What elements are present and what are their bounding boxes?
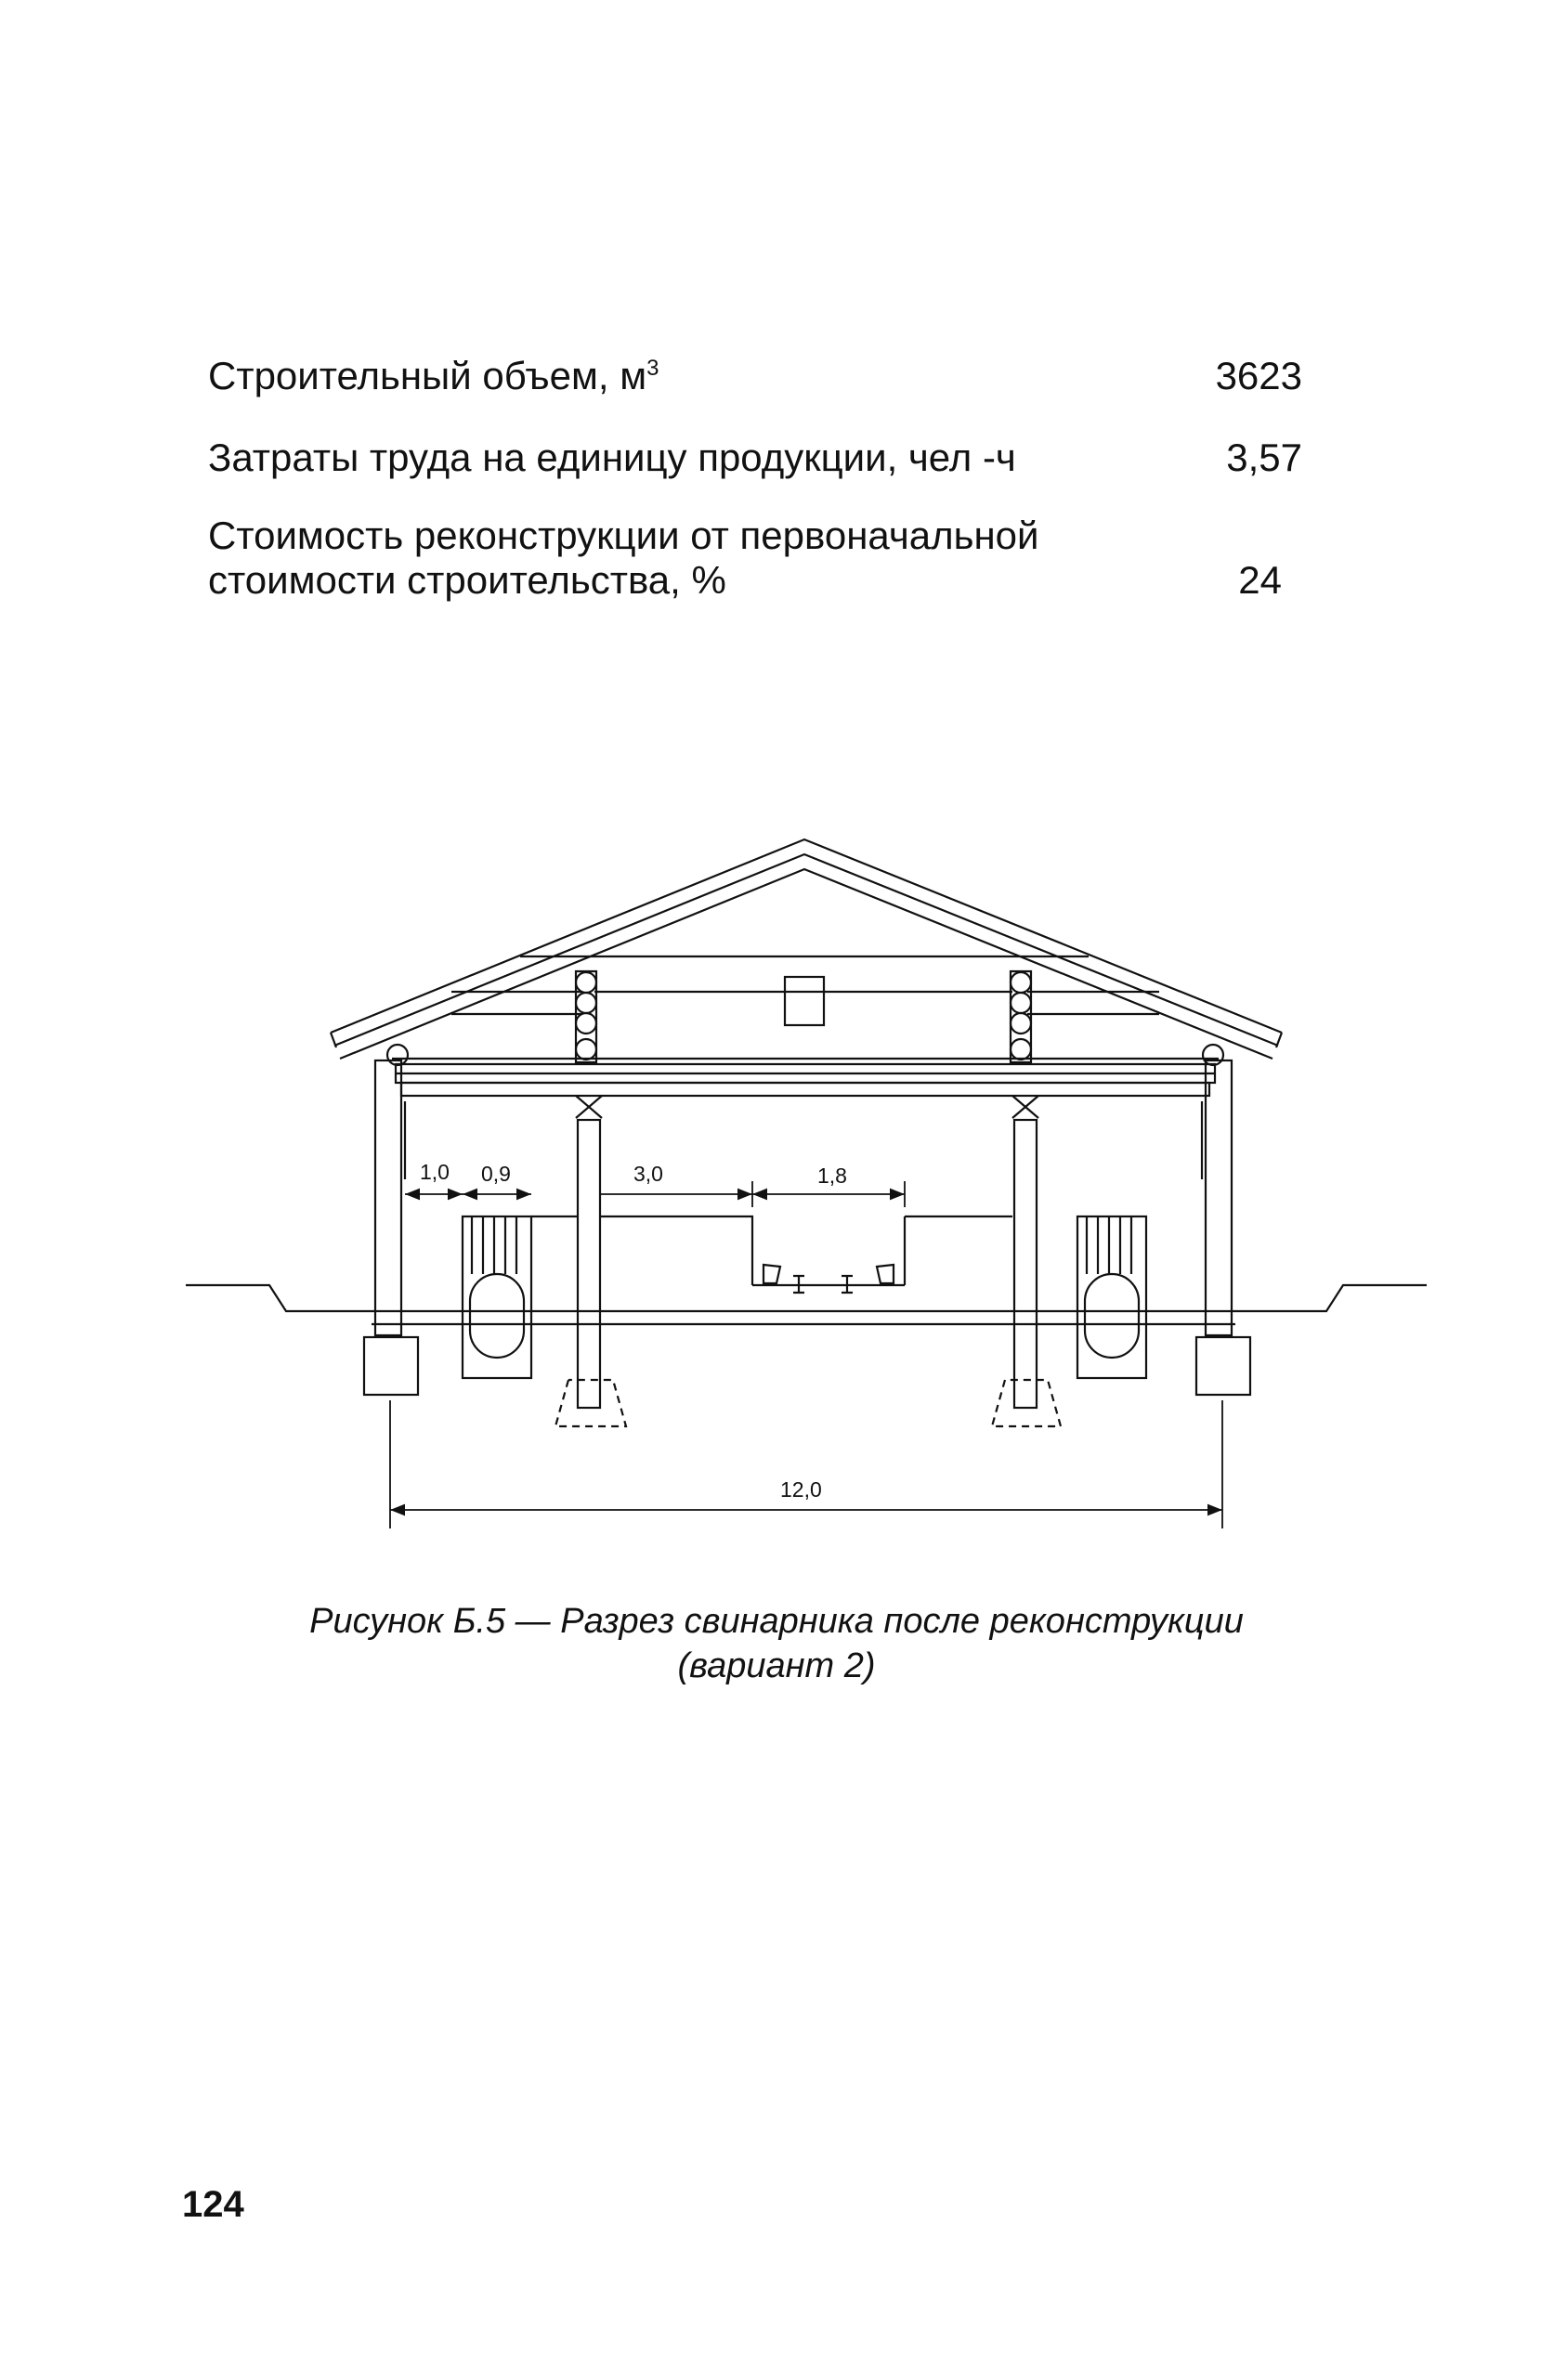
labor-value: 3,57 [1226, 436, 1302, 479]
volume-label: Строительный объем, $м^3$ [208, 354, 659, 397]
dim-3-0: 3,0 [633, 1162, 663, 1186]
central-passage [600, 1216, 905, 1293]
left-pen [463, 1216, 578, 1378]
interior-post-right [1012, 1096, 1038, 1408]
left-wall [375, 1060, 401, 1335]
cost-label-line2: стоимости строительства, % [208, 558, 726, 602]
volume-value: 3623 [1215, 354, 1302, 397]
dim-1-0: 1,0 [420, 1160, 450, 1184]
left-foundation [364, 1337, 418, 1395]
dim-1-8: 1,8 [817, 1164, 847, 1188]
log-stack-right [1011, 971, 1031, 1062]
page-number: 124 [182, 2184, 244, 2225]
attic-vent [785, 977, 824, 1025]
ground-line [186, 1285, 1427, 1311]
dim-12-0: 12,0 [780, 1477, 822, 1502]
ceiling-beam [392, 1059, 1219, 1096]
right-pen [905, 1216, 1146, 1378]
right-wall [1206, 1060, 1232, 1335]
figure-caption-line2: (вариант 2) [677, 1646, 876, 1685]
right-post-footing [992, 1380, 1061, 1426]
interior-post-left [576, 1096, 602, 1408]
labor-label: Затраты труда на единицу продукции, чел -ч [208, 436, 1016, 479]
dim-0-9: 0,9 [481, 1162, 511, 1186]
cost-label-line1: Стоимость реконструкции от первоначальной [208, 514, 1039, 557]
left-post-footing [555, 1380, 626, 1426]
figure-caption-line1: Рисунок Б.5 — Разрез свинарника после реконструкции [309, 1602, 1244, 1641]
log-stack-left [576, 971, 596, 1062]
right-foundation [1196, 1337, 1250, 1395]
cost-value: 24 [1238, 558, 1282, 602]
